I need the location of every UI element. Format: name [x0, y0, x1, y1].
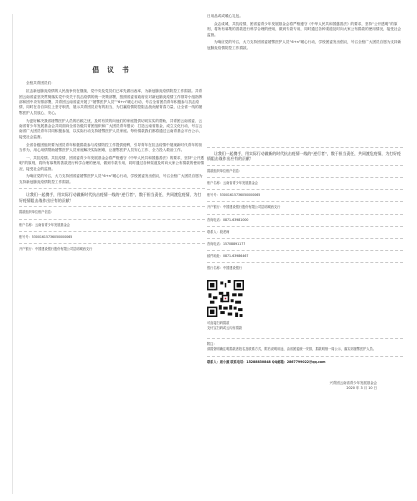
paragraph: 为响应党的号召，大力支持团省委援鄂医护人员“6+n”暖心行动，学校团委发出倡议，号召全校广大团员自愿为支持新冠肺炎疫情防控工作捐款。: [19, 174, 203, 184]
notes-line: 请捐资明确注明捐款者姓名及联系方式，附后说明用途，由省团委统一安排，捐款明细一周公示，落实到援鄂医护人员。: [207, 347, 376, 352]
contact-line: 联系人：周小源 联系电话：15288830848 QQ邮箱：2867799022@qq.com: [207, 359, 326, 364]
divider: [207, 238, 403, 239]
divider: [207, 262, 403, 263]
account-row: 账号号：53001615736050000065: [207, 193, 261, 198]
signature: [207, 381, 403, 391]
paragraph: 日用品或或暖心礼包。: [207, 14, 243, 18]
divider: [207, 177, 403, 178]
paragraph: 为响应党的号召，大力支持团省委援鄂医护人员“6+n”暖心行动，学校团委发出倡议，号召全校广大团员自愿为支持新冠肺炎疫情防控工作捐款。: [207, 40, 402, 50]
divider: [207, 214, 403, 215]
account-row: 账户名称：云南省青少年发展基金会: [19, 222, 70, 227]
account-info: [19, 210, 205, 252]
spacer: [207, 54, 403, 144]
divider: [207, 356, 403, 357]
account-row: 开户银行：中国建设银行股份有限公司昆明城西支行: [19, 247, 93, 252]
divider: [207, 165, 403, 166]
callout-text: 让我们一起携手，用实际行动做新的时代抗击疫情一线的“逆行者”，散于担当责任，共同渡危疫情，为打好疫情阻击战作出应有的贡献！: [207, 150, 401, 162]
account-row: 邮件地址：0871-63986467: [207, 254, 249, 259]
divider: [207, 226, 403, 227]
salutation: 全校共青团员们：: [26, 81, 55, 86]
divider: [207, 147, 403, 148]
notes-heading: 附注：: [207, 342, 217, 347]
qr-caption: 可直接扫码捐款 支付宝扫码或云闪付捐款: [207, 321, 243, 330]
account-row: 联系人：段老师: [207, 229, 230, 234]
signature-org: 兴青团云南省青少年发展基金会: [329, 380, 377, 385]
account-heading: 捐款组织单位账户信息：: [207, 168, 243, 173]
account-heading: 捐款组织单位账户信息：: [19, 210, 55, 215]
account-row: 账号号：53001615736050000065: [19, 234, 73, 239]
divider: [207, 201, 403, 202]
divider: [19, 188, 205, 189]
account-row: 银行名称：中国建设银行: [207, 266, 243, 271]
page-title: 倡 议 书: [92, 66, 132, 74]
paragraph: 一、共抗疫情。共抗疫情，团省委青少年发展基金会将严格遵守《中华人民共和国慈善法》的要求，坚持“公开透明”的原则，将所有募集的善款进行科学合理的使用，做到专款专用，同时通过各种渠道及时向大家公布捐款的使用情况，接受社会的监督。: [19, 155, 205, 171]
account-row: 咨询电话：15708891177: [207, 242, 246, 247]
divider: [19, 243, 205, 244]
right-column: [207, 14, 403, 391]
account-info: [207, 169, 403, 272]
paragraph: 抗击新冠肺炎疫情的人民战争仍在继续，党中央及党员们已率先做出表率，为新冠肺炎疫情防控工作捐款。共青团云南省委坚决贯彻落实党中央关于抗击疫情的统一决策部署，按照省委省政府应对新冠肺炎疫情工作领导小组指挥部和团中央安排部署，共青团云南省委开展了“援鄂医护人员”“6+n”暖心行动，号召全省团员青年积极参与抗击疫情，同时在各自岗位上坚守职责，展示共青团员应有的担当，为打赢疫情防控阻击战贡献青春力量，让全省一线的援鄂医护人员放心、安心。: [19, 89, 203, 115]
callout-text: 让我们一起携手，用实际行动做新时代抗击疫情一线的“逆行者”，散于担当责任，共同渡危疫情，为打好疫情阻击战作出应有的贡献！: [19, 192, 202, 203]
divider: [207, 250, 403, 251]
paragraph: 全省各级团组织要为团员青年积极捐款参与疫情防控工作提供便利，引导青年在抗击疫情中展现新时代青年的担当作为，用心用情帮助援鄂医护人员家庭解决实际困难，让援鄂医护人员安心工作、全力投入救治工作。: [19, 142, 203, 153]
divider: [19, 206, 205, 207]
account-row: 开户银行：中国建设银行股份有限公司昆明城西支行: [207, 205, 281, 210]
divider: [19, 219, 205, 220]
account-row: 账户名称：云南省青少年发展基金会: [207, 181, 258, 185]
paragraph: 众志成城，共抗疫情，团省委青少年发展基金会将严格遵守《中华人民共和国慈善法》的要求，坚持“公开透明”的原则，将所有募集的善款进行科学合理的使用，做到专款专用，同时通过各种渠道及时向大家公布捐款的使用情况，接受社会监督。: [207, 21, 402, 37]
notes: [207, 342, 403, 365]
qr-code-icon[interactable]: [207, 280, 244, 317]
divider: [207, 189, 403, 190]
paragraph: 为更好解决我省援鄂医护人员的后顾之忧，及时有效的向他们的家庭提供切切实实的帮助，共青团云南省委、云南省青少年发展基金会共同面向全省各级共青团组织和广大团员青年倡议：打造云南省基金，成立文化行动，号召云南省广大团员青年共同积极参加，以实际行动支持援鄂医护人员家庭。每份捐款我们都将通过云南青基会平台公示，接受社会监督。: [19, 118, 203, 139]
divider: [19, 231, 205, 232]
divider: [207, 338, 403, 339]
left-column: [12, 14, 205, 494]
signature-date: 2020 年 3 月 10 日: [346, 386, 377, 391]
account-row: 咨询电话：0871-63981000: [207, 217, 249, 222]
